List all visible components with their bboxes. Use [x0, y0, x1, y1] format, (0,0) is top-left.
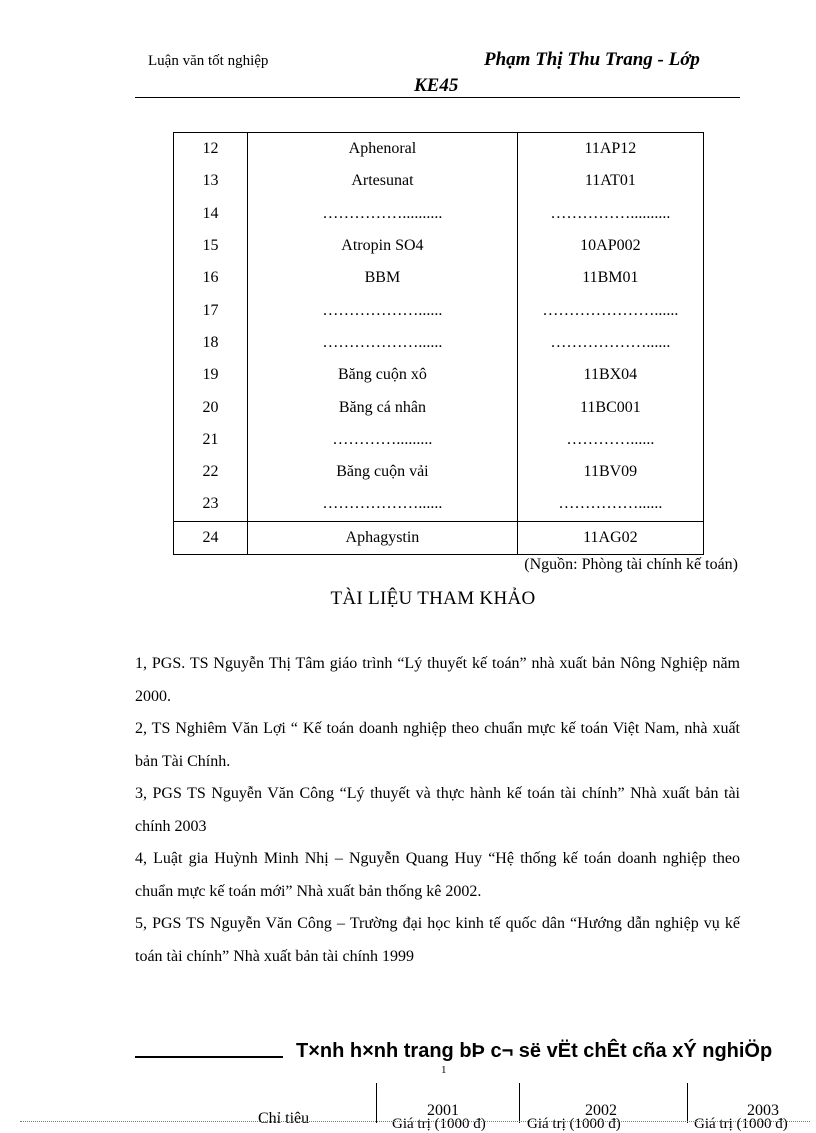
product-name: ………………...... — [248, 488, 518, 521]
table-row — [174, 359, 704, 391]
row-number: 18 — [174, 327, 248, 359]
product-name: Artesunat — [248, 165, 518, 197]
table-row — [174, 391, 704, 423]
row-number: 23 — [174, 488, 248, 521]
product-code: 11BC001 — [517, 391, 703, 423]
value-subheader: Giá trị (1000 đ) — [392, 1116, 486, 1132]
row-number: 17 — [174, 294, 248, 326]
reference-item: 1, PGS. TS Nguyễn Thị Tâm giáo trình “Lý thuyết kế toán” nhà xuất bản Nông Nghiệp năm 2000. — [135, 655, 740, 705]
table-row — [174, 456, 704, 488]
product-code: ………………...... — [517, 327, 703, 359]
table-divider — [376, 1083, 377, 1123]
table-row — [174, 521, 704, 554]
product-code: ……………...... — [517, 488, 703, 521]
product-name: Aphenoral — [248, 133, 518, 166]
section-underline — [135, 1056, 283, 1058]
row-number: 15 — [174, 230, 248, 262]
next-section-title: T×nh h×nh trang bÞ c¬ së vËt chÊt cña xÝ nghiÖp — [296, 1040, 773, 1062]
product-code: 11AT01 — [517, 165, 703, 197]
product-code: 11BX04 — [517, 359, 703, 391]
table-row — [174, 230, 704, 262]
product-name: Băng cuộn xô — [248, 359, 518, 391]
table-row — [174, 198, 704, 230]
running-header-class: KE45 — [414, 75, 459, 96]
value-subheader: Giá trị (1000 đ) — [694, 1116, 788, 1132]
year-header: 2001 — [427, 1102, 459, 1119]
table-row — [174, 133, 704, 166]
year-header: 2002 — [585, 1102, 617, 1119]
header-rule — [135, 97, 740, 98]
table-row — [174, 165, 704, 197]
table-source-note: (Nguồn: Phòng tài chính kế toán) — [524, 556, 738, 573]
row-number: 16 — [174, 262, 248, 294]
product-name: Atropin SO4 — [248, 230, 518, 262]
column-label: Chỉ tiêu — [258, 1110, 310, 1127]
row-number: 12 — [174, 133, 248, 166]
row-number: 19 — [174, 359, 248, 391]
product-name: Băng cá nhân — [248, 391, 518, 423]
product-code: …………...... — [517, 424, 703, 456]
product-name: …………….......... — [248, 198, 518, 230]
reference-item: 3, PGS TS Nguyễn Văn Công “Lý thuyết và thực hành kế toán tài chính” Nhà xuất bản tài chính 2003 — [135, 785, 740, 835]
reference-item: 2, TS Nghiêm Văn Lợi “ Kế toán doanh nghiệp theo chuẩn mực kế toán Việt Nam, nhà xuất bản Tài Chính. — [135, 720, 740, 770]
row-number: 21 — [174, 424, 248, 456]
product-code: 11AP12 — [517, 133, 703, 166]
row-number: 22 — [174, 456, 248, 488]
table-row — [174, 294, 704, 326]
product-name: Aphagystin — [248, 521, 518, 554]
page-bottom-dotted-line — [20, 1121, 810, 1122]
product-code: 11BM01 — [517, 262, 703, 294]
product-name: ………………...... — [248, 294, 518, 326]
table-row — [174, 424, 704, 456]
reference-item: 4, Luật gia Huỳnh Minh Nhị – Nguyễn Quang Huy “Hệ thống kế toán doanh nghiệp theo chuẩn mực kế toán mới” Nhà xuất bản thống kê 2002. — [135, 850, 740, 900]
product-name: …………......... — [248, 424, 518, 456]
product-code: …………………...... — [517, 294, 703, 326]
references-list — [135, 648, 740, 973]
product-code: …………….......... — [517, 198, 703, 230]
row-number: 20 — [174, 391, 248, 423]
table-divider — [687, 1083, 688, 1123]
running-header-author: Phạm Thị Thu Trang - Lớp — [484, 49, 700, 70]
reference-item: 5, PGS TS Nguyễn Văn Công – Trường đại học kinh tế quốc dân “Hướng dẫn nghiệp vụ kế toán tài chính” Nhà xuất bản tài chính 1999 — [135, 915, 740, 965]
table-divider — [519, 1083, 520, 1123]
row-number: 14 — [174, 198, 248, 230]
table-row — [174, 488, 704, 521]
row-number: 24 — [174, 521, 248, 554]
row-number: 13 — [174, 165, 248, 197]
value-subheader: Giá trị (1000 đ) — [527, 1116, 621, 1132]
product-name: Băng cuộn vải — [248, 456, 518, 488]
table-row — [174, 327, 704, 359]
product-code: 11AG02 — [517, 521, 703, 554]
product-code: 10AP002 — [517, 230, 703, 262]
page-number: 1 — [441, 1064, 447, 1076]
references-title: TÀI LIỆU THAM KHẢO — [330, 588, 536, 609]
year-header: 2003 — [747, 1102, 779, 1119]
table-row — [174, 262, 704, 294]
product-code: 11BV09 — [517, 456, 703, 488]
product-name: BBM — [248, 262, 518, 294]
running-header-left: Luận văn tốt nghiệp — [148, 53, 269, 69]
product-code-table — [173, 132, 704, 555]
product-name: ………………...... — [248, 327, 518, 359]
